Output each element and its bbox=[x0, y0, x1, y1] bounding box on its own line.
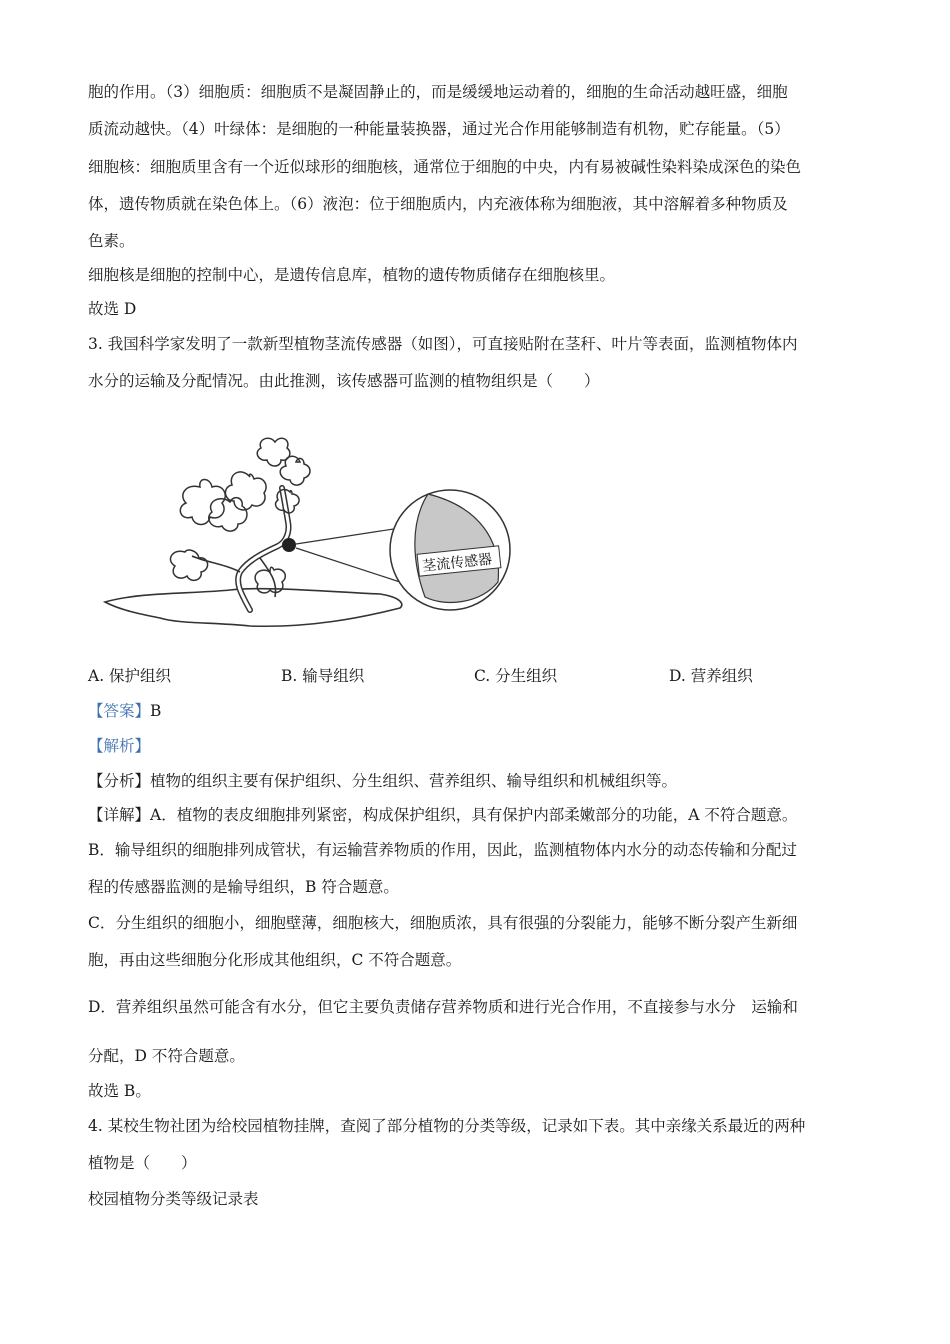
option-a: A. 保护组织 bbox=[88, 667, 172, 685]
answer-value: B bbox=[150, 702, 162, 720]
xiangjie-line bbox=[88, 805, 797, 825]
option-d: D. 营养组织 bbox=[669, 667, 753, 685]
option-b: B. 输导组织 bbox=[281, 667, 365, 685]
text-line: D．营养组织虽然可能含有水分，但它主要负责储存营养物质和进行光合作用，不直接参与水分 运输和 bbox=[88, 998, 798, 1016]
text-line: 色素。 bbox=[88, 232, 135, 250]
question-3-stem: 水分的运输及分配情况。由此推测，该传感器可监测的植物组织是（ ） bbox=[88, 372, 600, 390]
text-line: 质流动越快。（4）叶绿体：是细胞的一种能量装换器，通过光合作用能够制造有机物，贮存能量。（5） bbox=[88, 120, 790, 138]
sensor-dot bbox=[282, 538, 296, 552]
plant-illustration bbox=[100, 432, 520, 642]
text-line: 胞，再由这些细胞分化形成其他组织，C 不符合题意。 bbox=[88, 951, 462, 969]
text-line: 胞的作用。（3）细胞质：细胞质不是凝固静止的，而是缓缓地运动着的，细胞的生命活动越旺盛，细胞 bbox=[88, 83, 788, 101]
ground-shape bbox=[105, 589, 402, 627]
text-line: C．分生组织的细胞小，细胞壁薄，细胞核大，细胞质浓，具有很强的分裂能力，能够不断分裂产生新细 bbox=[88, 914, 798, 932]
question-4-stem: 植物是（ ） bbox=[88, 1154, 197, 1172]
plant-sensor-figure bbox=[100, 432, 520, 642]
analysis-tag: 【解析】 bbox=[88, 737, 151, 755]
fenxi-line bbox=[88, 771, 677, 791]
xiangjie-text: A．植物的表皮细胞排列紧密，构成保护组织，具有保护内部柔嫩部分的功能，A 不符合题意。 bbox=[150, 806, 798, 824]
option-c: C. 分生组织 bbox=[474, 667, 558, 685]
fenxi-tag: 【分析】 bbox=[88, 772, 151, 790]
text-line: 细胞核是细胞的控制中心，是遗传信息库，植物的遗传物质储存在细胞核里。 bbox=[88, 266, 616, 284]
text-line: 故选 D bbox=[88, 300, 137, 318]
question-3-stem: 3. 我国科学家发明了一款新型植物茎流传感器（如图），可直接贴附在茎秆、叶片等表面，监测植物体内 bbox=[88, 335, 798, 353]
text-line: 体，遗传物质就在染色体上。（6）液泡：位于细胞质内，内充液体称为细胞液，其中溶解着多种物质及 bbox=[88, 195, 788, 213]
text-line: 程的传感器监测的是输导组织，B 符合题意。 bbox=[88, 878, 399, 896]
text-line: 细胞核：细胞质里含有一个近似球形的细胞核，通常位于细胞的中央，内有易被碱性染料染成深色的染色 bbox=[88, 158, 802, 176]
text-line: 故选 B。 bbox=[88, 1082, 151, 1100]
text-line: B．输导组织的细胞排列成管状，有运输营养物质的作用，因此，监测植物体内水分的动态传输和分配过 bbox=[88, 841, 797, 859]
answer-tag: 【答案】 bbox=[88, 702, 151, 720]
xiangjie-tag: 【详解】 bbox=[88, 806, 151, 824]
answer-line bbox=[88, 701, 161, 721]
sensor-label: 茎流传感器 bbox=[421, 551, 493, 575]
trunk bbox=[238, 488, 288, 610]
question-4-stem: 4. 某校生物社团为给校园植物挂牌，查阅了部分植物的分类等级，记录如下表。其中亲缘关系最近的两种 bbox=[88, 1117, 806, 1135]
table-caption: 校园植物分类等级记录表 bbox=[88, 1190, 259, 1208]
fenxi-text: 植物的组织主要有保护组织、分生组织、营养组织、输导组织和机械组织等。 bbox=[150, 772, 678, 790]
text-line: 分配，D 不符合题意。 bbox=[88, 1047, 245, 1065]
